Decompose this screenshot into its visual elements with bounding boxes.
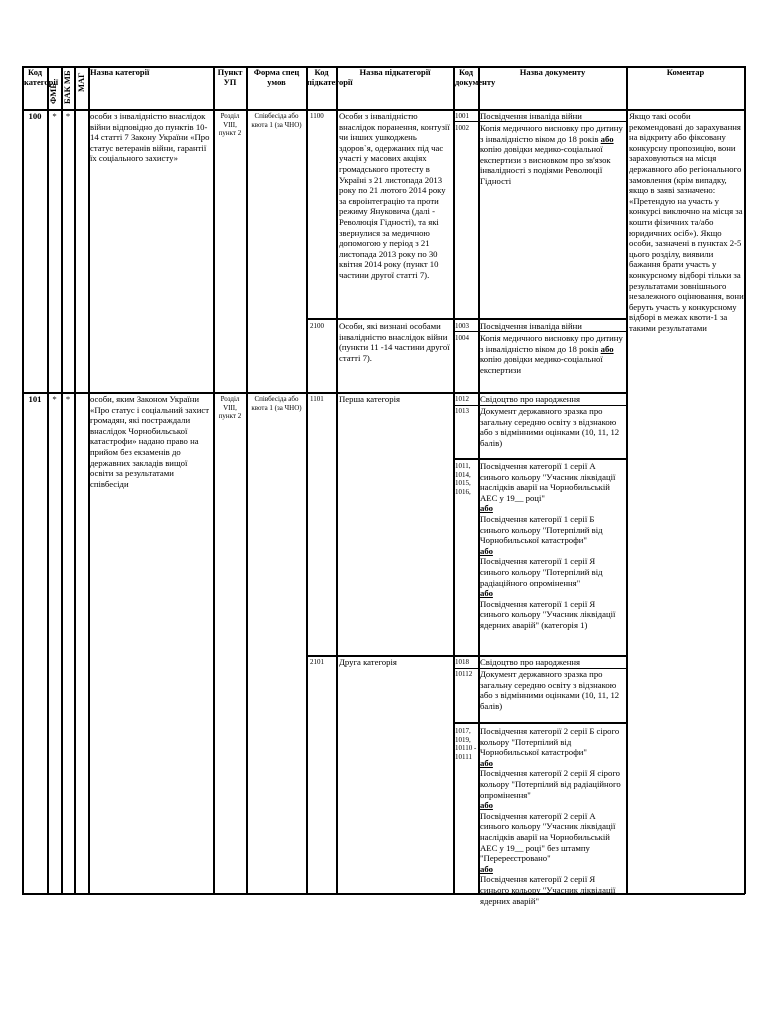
table-border-bottom xyxy=(22,893,745,895)
doc-code: 1004 xyxy=(455,334,469,342)
header-doc-name: Назва документу xyxy=(519,67,586,77)
col-line xyxy=(47,66,49,894)
col-line xyxy=(74,66,76,894)
doc-code: 10112 xyxy=(455,670,473,678)
subcat-name: Перша категорія xyxy=(339,394,401,404)
row-up-item: Розділ VIII, пункт 2 xyxy=(218,112,242,138)
doc-name: Свідоцтво про народження xyxy=(480,657,580,667)
row-fmb: * xyxy=(52,111,57,121)
header-doc-code: Код документу xyxy=(455,67,496,87)
subcat-code: 1101 xyxy=(310,395,324,403)
subcat-code: 2101 xyxy=(310,658,324,666)
row-up-item: Розділ VIII, пункт 2 xyxy=(218,395,242,421)
col-line xyxy=(213,66,215,894)
row-fmb: * xyxy=(52,394,57,404)
col-line xyxy=(61,66,63,894)
doc-name: Копія медичного висновку про дитину з інвалідністю віком до 18 років або копію довідки медико-соціальної експертизи xyxy=(480,333,623,375)
doc-name: Посвідчення інваліда війни xyxy=(480,321,582,331)
doc-name: Свідоцтво про народження xyxy=(480,394,580,404)
subcat-name: Друга категорія xyxy=(339,657,397,667)
row-form: Співбесіда або квота 1 (за ЧНО) xyxy=(251,112,302,129)
col-line xyxy=(626,66,628,894)
doc-code: 1017, 1019, 10110 - 10111 xyxy=(455,727,477,761)
doc-code: 1001 xyxy=(455,112,469,120)
header-subcat-code: Код підкатегорії xyxy=(307,67,353,87)
row-bak: * xyxy=(65,394,71,404)
doc-name: Документ державного зразка про загальну середню освіту з відзнакою або з відмінними оцінками (10, 11, 12 балів) xyxy=(480,669,620,711)
doc-name: Посвідчення категорії 2 серії Б сірого кольору "Потерпілий від Чорнобильської катастрофи" або Посвідчення категорії 2 серії Я сірого кольору "Потерпілий від радіаційного опромінення" або Посвідчення категорії 2 серії А синього кольору "Учасник ліквідації наслідків аварії на Чорнобильській АЕС у 19__ році" без штампу "Перереєстровано" або Посвідчення категорії 2 серії Я синього кольору "Учасник ліквідації ядерних аварій" xyxy=(480,726,621,906)
doc-name: Документ державного зразка про загальну середню освіту з відзнакою або з відмінними оцінками (10, 11, 12 балів) xyxy=(480,406,620,448)
header-code-category: Код категорії xyxy=(24,67,59,87)
header-bak-mb: БАК МБ xyxy=(62,70,72,104)
doc-code: 1013 xyxy=(455,407,469,415)
header-subcat-name: Назва підкатегорії xyxy=(359,67,431,77)
header-fmb: ФМБ xyxy=(48,83,58,104)
row-bak: * xyxy=(65,111,71,121)
doc-code: 1012 xyxy=(455,395,469,403)
col-line xyxy=(336,66,338,894)
col-line xyxy=(22,66,24,894)
row-comment: Якщо такі особи рекомендовані до зарахування на відкриту або фіксовану конкурсну пропозицію, вони зараховуються на місця державного або регіонального замовлення (крім випадку, якщо в заяві зазначено: «Претендую на участь у конкурсі виключно на місця за кошти фізичних та/або юридичних осіб»). Якщо особи, зазначені в пунктах 2-5 цього розділу, виявили бажання брати участь у конкурсному відборі тільки за результатами зовнішнього незалежного оцінювання, вони беруть участь у конкурсному відборі в межах квоти-1 за такими результатами xyxy=(629,111,744,333)
doc-code: 1003 xyxy=(455,322,469,330)
subcat-code: 2100 xyxy=(310,322,324,330)
doc-code: 1018 xyxy=(455,658,469,666)
doc-name: Посвідчення категорії 1 серії А синього кольору "Учасник ліквідації наслідків аварії на Чорнобильській АЕС у 19__ році" або Посвідчення категорії 1 серії Б синього кольору "Потерпілий від Чорнобильської катастрофи" або Посвідчення категорії 1 серії Я синього кольору "Потерпілий від радіаційного опромінення" або Посвідчення категорії 1 серії Я синього кольору "Учасник ліквідації ядерних аварій" (категорія 1) xyxy=(480,461,616,630)
row-code: 101 xyxy=(28,394,42,404)
doc-code: 1011, 1014, 1015, 1016, xyxy=(455,462,471,496)
subcat-name: Особи з інвалідністю внаслідок поранення, контузії чи інших ушкоджень здоров`я, одержаних під час участі у масових акціях громадського протесту в Україні з 21 листопада 2013 року по 21 лютого 2014 року за євроінтеграцію та проти режиму Януковича (далі - Революція Гідності), та які звернулися за медичною допомогою у період з 21 листопада 2013 року по 30 квітня 2014 року (пункт 10 частини другої статті 7). xyxy=(339,111,450,280)
header-form: Форма спец умов xyxy=(253,67,300,87)
header-mag: МАГ xyxy=(76,72,86,92)
subcat-code: 1100 xyxy=(310,112,324,120)
row-code: 100 xyxy=(28,111,42,121)
doc-code: 1002 xyxy=(455,124,469,132)
subcat-divider xyxy=(306,318,626,320)
col-line xyxy=(246,66,248,894)
header-up-item: Пункт УП xyxy=(217,67,243,87)
header-category-name: Назва категорії xyxy=(90,67,150,77)
col-line xyxy=(306,66,308,894)
header-comment: Коментар xyxy=(666,67,705,77)
subcat-name: Особи, які визнані особами інвалідністю внаслідок війни (пункти 11 -14 частини другої статті 7). xyxy=(339,321,450,363)
doc-name: Копія медичного висновку про дитину з інвалідністю віком до 18 років або копію довідки медико-соціальної експертизи з висновком про зв'язок інвалідності з подіями Революції Гідності xyxy=(480,123,623,186)
row-category-name: особи з інвалідністю внаслідок війни відповідно до пунктів 10-14 статті 7 Закону України «Про статус ветеранів війни, гарантії їх соціального захисту» xyxy=(90,111,210,164)
row-form: Співбесіда або квота 1 (за ЧНО) xyxy=(251,395,302,412)
col-line xyxy=(744,66,746,894)
row-category-name: особи, яким Законом України «Про статус і соціальний захист громадян, які постраждали внаслідок Чорнобильської катастрофи» надано право на прийом без екзаменів до державних закладів вищої освіти за результатами співбесіди xyxy=(90,394,210,489)
doc-name: Посвідчення інваліда війни xyxy=(480,111,582,121)
